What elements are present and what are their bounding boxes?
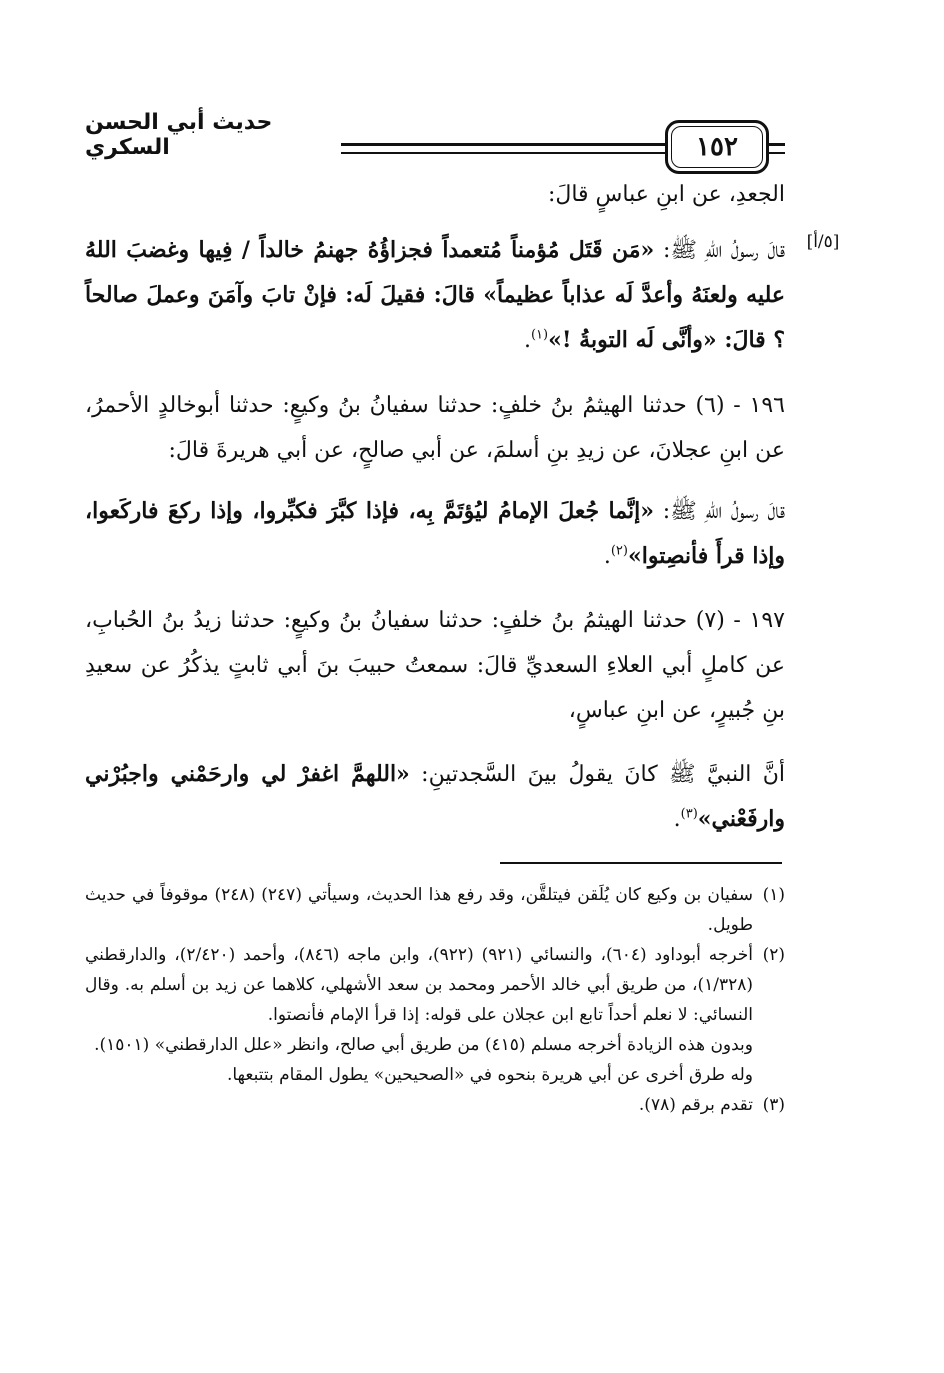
paragraph-isnad-197 (85, 598, 785, 733)
paragraph-isnad-end (85, 172, 785, 217)
hadith-text: «اللهمَّ اغفرْ لي وارحَمْني واجبُرْني وارفَعْني» (85, 761, 785, 832)
footnote-ref: (٢) (610, 543, 628, 559)
paragraph-hadith-196: قالَ رسولُ اللهِ ﷺ: «إنَّما جُعلَ الإمامُ ليُؤتَمَّ بِه، فإذا كبَّرَ فكبِّروا، وإذا ركعَ فاركَعوا، وإذا قرأَ فأنصِتوا»$^{(٢)}$. (85, 498, 785, 569)
paragraph-text: الجعدِ، عن ابنِ عباسٍ قالَ: (547, 182, 785, 207)
page-number (665, 120, 769, 174)
paragraph-text: ١٩٧ - (٧) حدثنا الهيثمُ بنُ خلفٍ: حدثنا سفيانُ بنُ وكيعٍ: حدثنا زيدُ بنُ الحُبابِ، عن كاملٍ أبي العلاءِ السعديِّ قالَ: سمعتُ حبيبَ بنَ أبي ثابتٍ يذكُرُ عن سعيدِ بنِ جُبيرٍ، عن ابنِ عباسٍ، (85, 608, 785, 723)
running-title: حديث أبي الحسن السكري (85, 110, 341, 160)
footnote-2-continued: وبدون هذه الزيادة أخرجه مسلم (٤١٥) من طريق أبي صالح، وانظر «علل الدارقطني» (١٥٠١). (94, 1035, 753, 1055)
paragraph-hadith-197: أنَّ النبيَّ ﷺ كانَ يقولُ بينَ السَّجدتينِ: «اللهمَّ اغفرْ لي وارحَمْني واجبُرْني وارفَعْني»$^{(٣)}$. (85, 761, 786, 832)
footnote-3 (85, 1090, 785, 1120)
page-number-text: ١٥٢ (696, 132, 738, 162)
footnote-2-continued-2: وله طرق أخرى عن أبي هريرة بنحوه في «الصحيحين» يطول المقام بتتبعها. (226, 1065, 753, 1085)
footnotes (85, 880, 785, 1120)
paragraph-isnad-196 (85, 383, 785, 473)
footnote-number: (٣) (762, 1095, 785, 1115)
paragraph-text: ١٩٦ - (٦) حدثنا الهيثمُ بنُ خلفٍ: حدثنا سفيانُ بنُ وكيعٍ: حدثنا أبوخالدٍ الأحمرُ، عن ابنِ عجلانَ، عن زيدِ بنِ أسلمَ، عن أبي صالحٍ، عن أبي هريرةَ قالَ: (85, 393, 785, 463)
footnote-number: (١) (762, 885, 785, 905)
hadith-intro: قالَ رسولُ اللهِ ﷺ: (653, 499, 785, 524)
hadith-intro: أنَّ النبيَّ ﷺ كانَ يقولُ بينَ السَّجدتينِ: (409, 762, 786, 787)
footnote-1 (85, 880, 785, 940)
footnote-text: أخرجه أبوداود (٦٠٤)، والنسائي (٩٢١) (٩٢٢)، وابن ماجه (٨٤٦)، وأحمد (٢/٤٢٠)، والدارقطني (١/٣٢٨)، من طريق أبي خالد الأحمر ومحمد بن سعد الأشهلي، كلاهما عن زيد بن أسلم به. وقال النسائي: لا نعلم أحداً تابع ابن عجلان على قوله: إذا قرأ الإمام فأنصتوا. (85, 945, 753, 1025)
footnote-ref: (١) (530, 327, 549, 343)
paragraph-hadith-195: قالَ رسولُ اللهِ ﷺ: «مَن قَتَل مُؤمناً مُتعمداً فجزاؤُهُ جهنمُ خالداً / فِيها وغضبَ اللهُ عليه ولعنَهُ وأعدَّ لَه عذاباً عظيماً» قالَ: فقيلَ لَه: فإنْ تابَ وآمَنَ وعملَ صالحاً ؟ قالَ: «وأنَّى لَه التوبةُ !»$^{(١)}$. (85, 237, 785, 353)
hadith-text: «إنَّما جُعلَ الإمامُ ليُؤتَمَّ بِه، فإذا كبَّرَ فكبِّروا، وإذا ركعَ فاركَعوا، وإذا قرأَ فأنصِتوا» (85, 498, 785, 569)
margin-note: [٥/أ] (806, 232, 840, 252)
hadith-text: «مَن قَتَل مُؤمناً مُتعمداً فجزاؤُهُ جهنمُ خالداً / فِيها وغضبَ اللهُ عليه ولعنَهُ وأعدَّ لَه عذاباً عظيماً» قالَ: فقيلَ لَه: فإنْ تابَ وآمَنَ وعملَ صالحاً ؟ قالَ: «وأنَّى لَه التوبةُ !» (85, 237, 785, 353)
footnote-text: سفيان بن وكيع كان يُلَقن فيتلقَّن، وقد رفع هذا الحديث، وسيأتي (٢٤٧) (٢٤٨) موقوفاً في حديث طويل. (85, 885, 753, 935)
footnote-2 (85, 940, 785, 1030)
footnote-number: (٢) (762, 945, 785, 965)
footnote-text: تقدم برقم (٧٨). (638, 1095, 753, 1115)
footnote-separator (500, 862, 782, 864)
footnote-ref: (٣) (680, 806, 698, 822)
hadith-intro: قالَ رسولُ اللهِ ﷺ: (654, 238, 785, 263)
